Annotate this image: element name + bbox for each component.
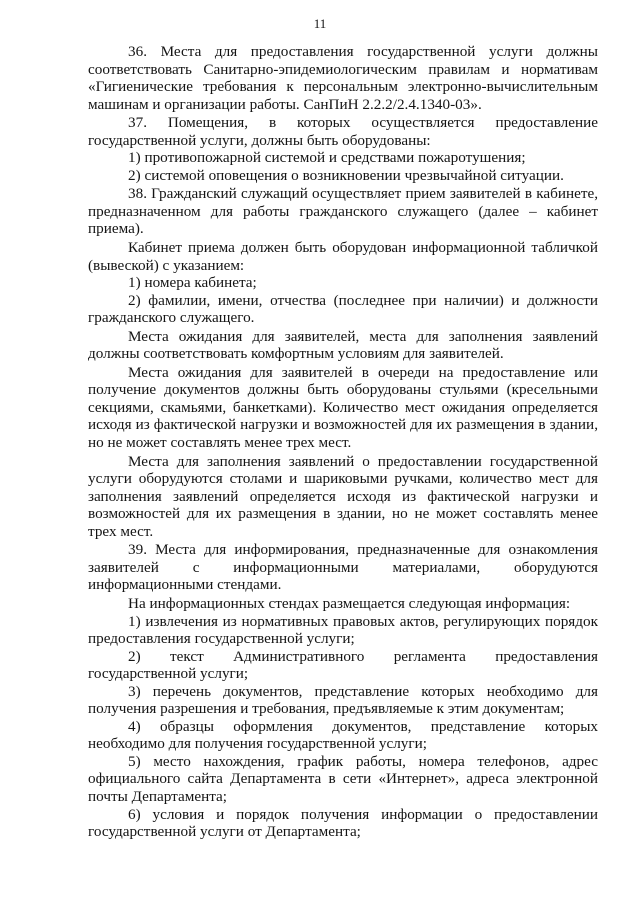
paragraph-queue-seating: Места ожидания для заявителей в очереди на предоставление или получение документов должны быть оборудованы стульями (кресельными секциями, скамьями, банкетками). Количество мест ожидания определяется исходя из фактической нагрузки и возможностей для их размещения в здании, но не может составлять менее трех мест. [88,363,598,452]
paragraph-reception-sign: Кабинет приема должен быть оборудован информационной табличкой (вывеской) с указанием: [88,239,598,274]
list-item-document-samples: 4) образцы оформления документов, представление которых необходимо для получения государственной услуги; [88,717,598,753]
document-body [88,43,598,841]
paragraph-36: 36. Места для предоставления государственной услуги должны соответствовать Санитарно-эпидемиологическим правилам и нормативам «Гигиенические требования к персональным электронно-вычислительным машинам и организации работы. СанПиН 2.2.2/2.4.1340-03». [88,43,598,113]
list-item-documents-list: 3) перечень документов, представление которых необходимо для получения разрешения и требования, предъявляемые к этим документам; [88,682,598,718]
list-item-employee-name: 2) фамилии, имени, отчества (последнее при наличии) и должности гражданского служащего. [88,291,598,327]
paragraph-application-desks: Места для заполнения заявлений о предоставлении государственной услуги оборудуются столами и шариковыми ручками, количество мест для заполнения заявлений определяется исходя из фактической нагрузки и возможностей для их размещения в здании, но не может составлять менее трех мест. [88,452,598,540]
list-item-room-number: 1) номера кабинета; [128,274,257,292]
list-item-fire-system: 1) противопожарной системой и средствами пожаротушения; [128,149,526,167]
list-item-info-procedure: 6) условия и порядок получения информации о предоставлении государственной услуги от Департамента; [88,805,598,841]
paragraph-39: 39. Места для информирования, предназначенные для ознакомления заявителей с информационными материалами, оборудуются информационными стендами. [88,541,598,594]
paragraph-waiting-places: Места ожидания для заявителей, места для заполнения заявлений должны соответствовать комфортным условиям для заявителей. [88,327,598,363]
list-item-alert-system: 2) системой оповещения о возникновении чрезвычайной ситуации. [128,166,564,184]
paragraph-38: 38. Гражданский служащий осуществляет прием заявителей в кабинете, предназначенном для работы гражданского служащего (далее – кабинет приема). [88,185,598,238]
list-item-regulation-text: 2) текст Административного регламента предоставления государственной услуги; [88,647,598,683]
list-item-legal-extracts: 1) извлечения из нормативных правовых актов, регулирующих порядок предоставления государственной услуги; [88,612,598,648]
page-number: 11 [313,16,327,31]
paragraph-37: 37. Помещения, в которых осуществляется предоставление государственной услуги, должны быть оборудованы: [88,114,598,149]
paragraph-stand-info: На информационных стендах размещается следующая информация: [128,594,571,612]
list-item-contacts: 5) место нахождения, график работы, номера телефонов, адрес официального сайта Департамента в сети «Интернет», адреса электронной почты Департамента; [88,752,598,805]
